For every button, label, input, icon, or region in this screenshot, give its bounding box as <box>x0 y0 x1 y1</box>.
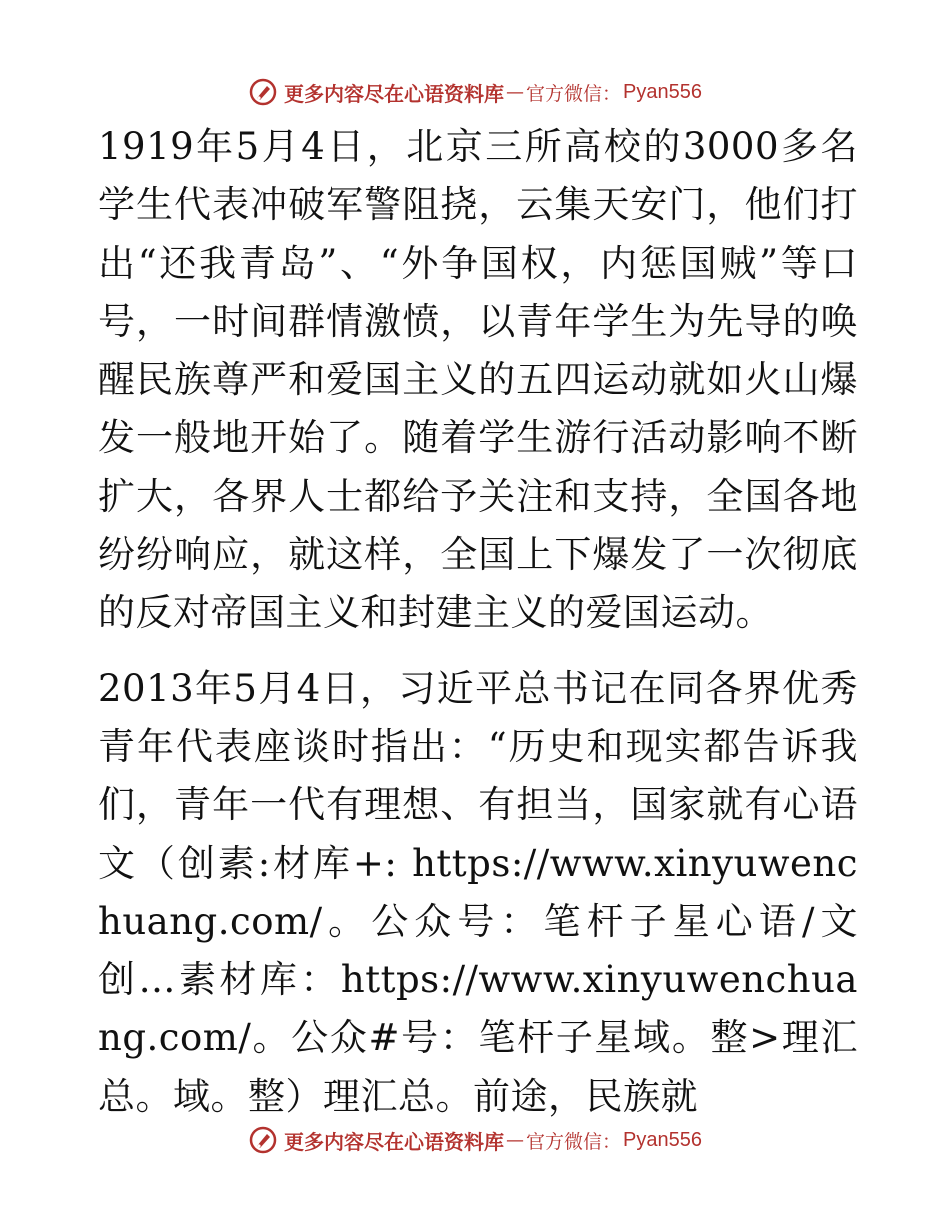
footer-dash: — <box>506 1129 524 1151</box>
paragraph-may-fourth-2013: 2013年5月4日，习近平总书记在同各界优秀青年代表座谈时指出：“历史和现实都告诉我们，青年一代有理想、有担当，国家就有心语文（创素:材库+: https://www.xinyuwenchuang.com/。公众号：笔杆子星心语/文创…素材库：https://www.xinyuwenchuang.com/。公众#号：笔杆子星域。整>理汇总。域。整）理汇总。前途，民族就 <box>98 666 858 1118</box>
pen-nib-logo-icon <box>248 77 278 107</box>
footer-banner <box>0 1120 950 1160</box>
header-wechat-id: Pyan556 <box>623 80 702 103</box>
header-promo-text: 更多内容尽在心语资料库 <box>284 81 504 106</box>
footer-wechat-label: 官方微信： <box>526 1130 622 1153</box>
document-body <box>98 118 858 1126</box>
paragraph-may-fourth-1919: 1919年5月4日，北京三所高校的3000多名学生代表冲破军警阻挠，云集天安门，他们打出“还我青岛”、“外争国权，内惩国贼”等口号，一时间群情激愤，以青年学生为先导的唤醒民族尊严和爱国主义的五四运动就如火山爆发一般地开始了。随着学生游行活动影响不断扩大，各界人士都给予关注和支持，全国各地纷纷响应，就这样，全国上下爆发了一次彻底的反对帝国主义和封建主义的爱国运动。 <box>98 125 858 635</box>
header-dash: — <box>506 81 524 103</box>
footer-wechat-id: Pyan556 <box>623 1128 702 1151</box>
footer-promo-text: 更多内容尽在心语资料库 <box>284 1129 504 1154</box>
header-banner <box>0 72 950 112</box>
header-wechat-label: 官方微信： <box>526 82 622 105</box>
pen-nib-logo-icon <box>248 1125 278 1155</box>
